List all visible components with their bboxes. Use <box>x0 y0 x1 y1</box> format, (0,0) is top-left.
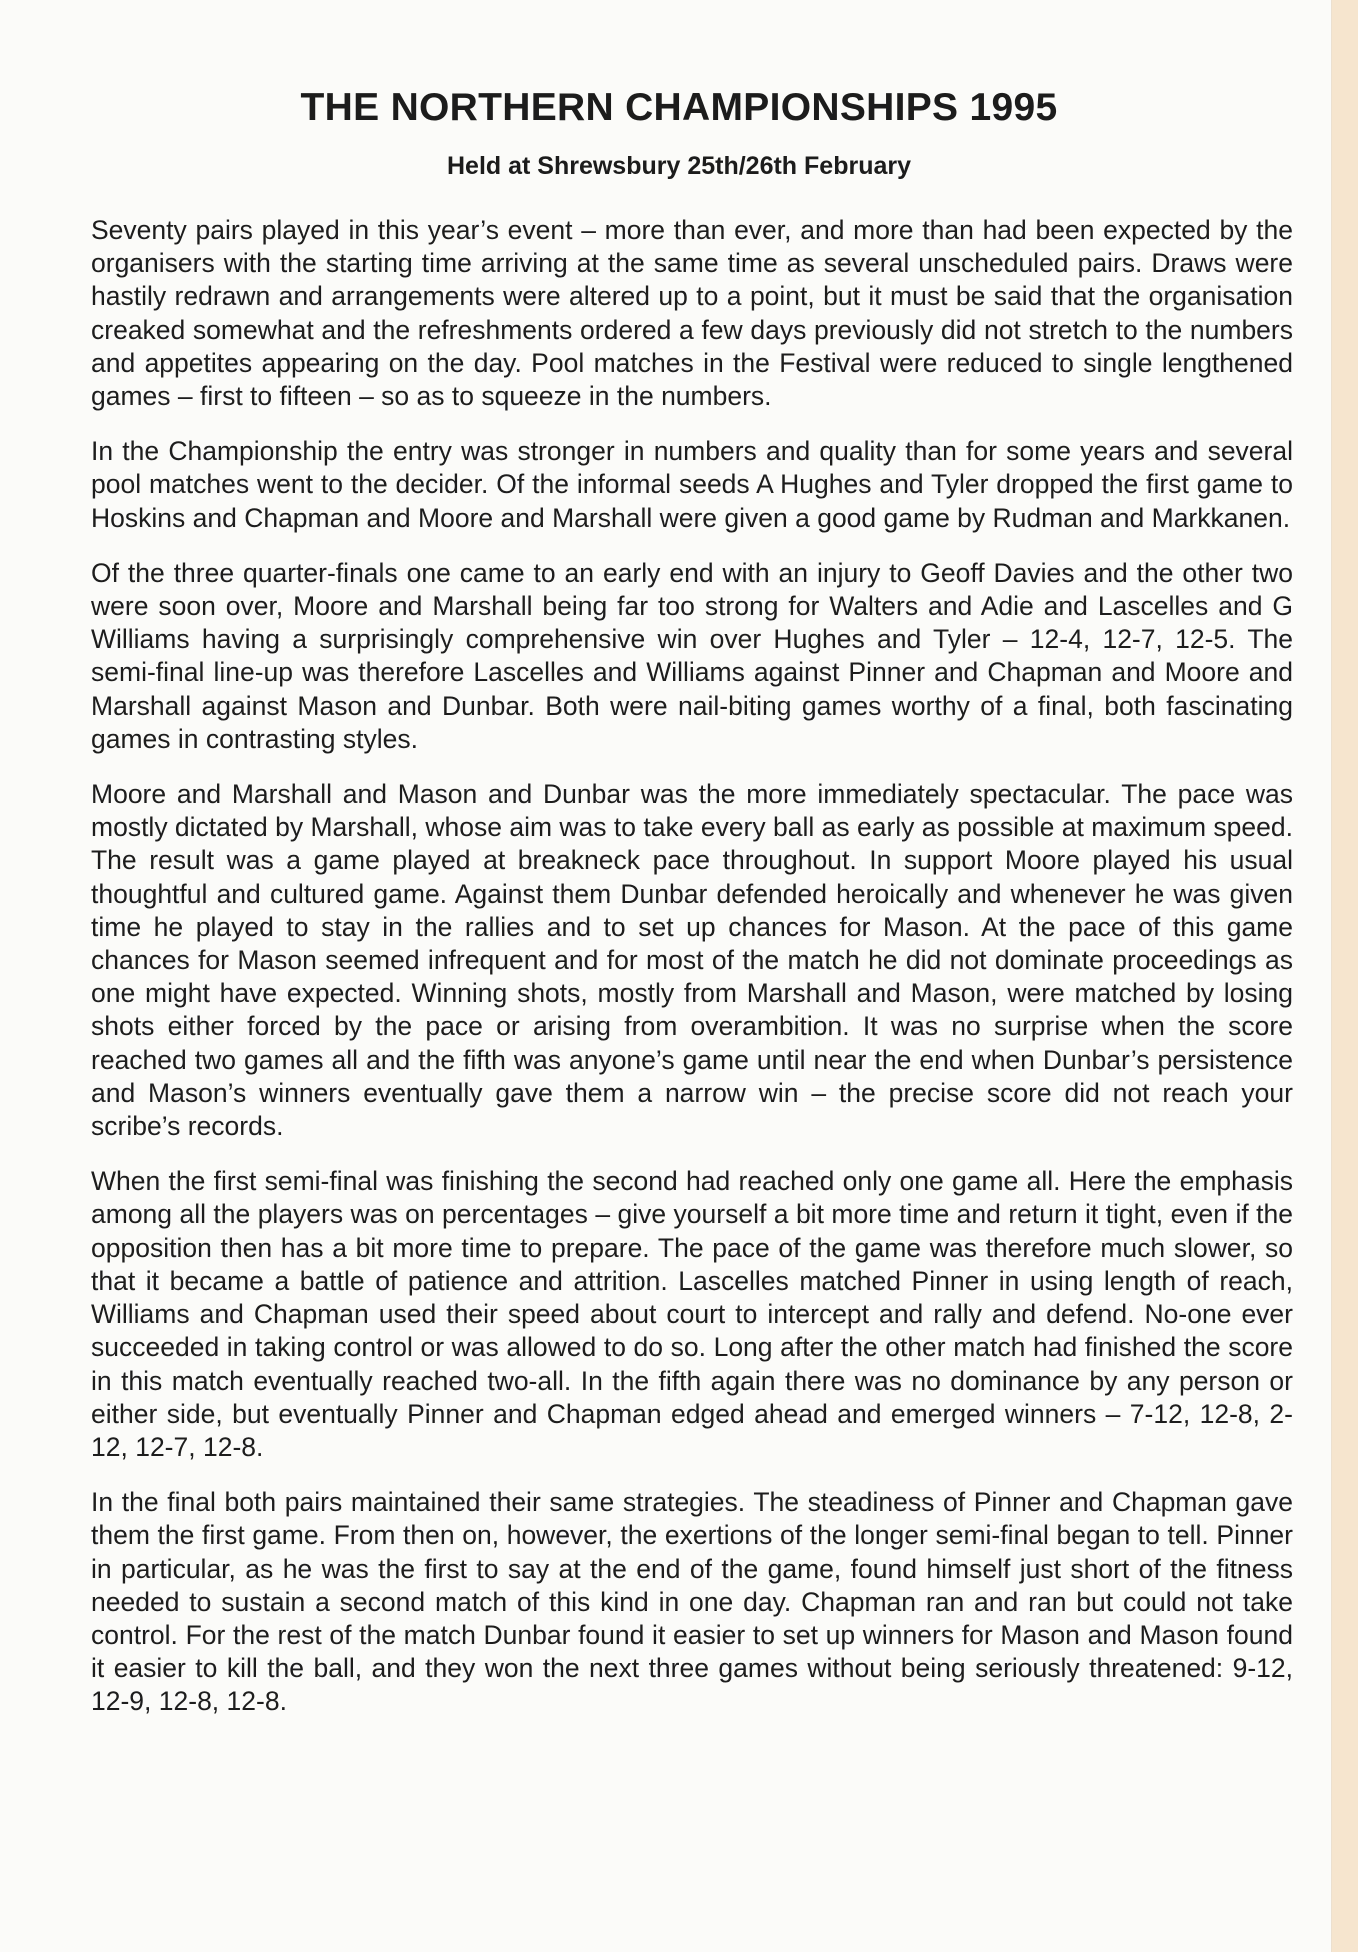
paragraph: In the Championship the entry was stronger in numbers and quality than for some years and several pool matches went to the decider. Of the informal seeds A Hughes and Tyler dropped the first game to Hoskins and Chapman and Moore and Marshall were given a good game by Rudman and Markkanen. <box>91 436 1293 533</box>
page-edge-strip <box>1331 0 1358 1952</box>
article-body <box>91 214 1293 1741</box>
paragraph: Of the three quarter-finals one came to an early end with an injury to Geoff Davies and the other two were soon over, Moore and Marshall being far too strong for Walters and Adie and Lascelles and G Williams having a surprisingly comprehensive win over Hughes and Tyler – 12-4, 12-7, 12-5. The semi-final line-up was therefore Lascelles and Williams against Pinner and Chapman and Moore and Marshall against Mason and Dunbar. Both were nail-biting games worthy of a final, both fascinating games in contrasting styles. <box>91 557 1293 754</box>
page-title: THE NORTHERN CHAMPIONSHIPS 1995 <box>300 86 1058 129</box>
paragraph: Seventy pairs played in this year’s event – more than ever, and more than had been expected by the organisers with the starting time arriving at the same time as several unscheduled pairs. Draws were hastily redrawn and arrangements were altered up to a point, but it must be said that the organisation creaked somewhat and the refreshments ordered a few days previously did not stretch to the numbers and appetites appearing on the day. Pool matches in the Festival were reduced to single lengthened games – first to fifteen – so as to squeeze in the numbers. <box>91 215 1293 412</box>
paragraph: When the first semi-final was finishing the second had reached only one game all. Here the emphasis among all the players was on percentages – give yourself a bit more time and return it tight, even if the opposition then has a bit more time to prepare. The pace of the game was therefore much slower, so that it became a battle of patience and attrition. Lascelles matched Pinner in using length of reach, Williams and Chapman used their speed about court to intercept and rally and defend. No-one ever succeeded in taking control or was allowed to do so. Long after the other match had finished the score in this match eventually reached two-all. In the fifth again there was no dominance by any person or either side, but eventually Pinner and Chapman edged ahead and emerged winners – 7-12, 12-8, 2-12, 12-7, 12-8. <box>91 1166 1293 1462</box>
paragraph: Moore and Marshall and Mason and Dunbar was the more immediately spectacular. The pace was mostly dictated by Marshall, whose aim was to take every ball as early as possible at maximum speed. The result was a game played at breakneck pace throughout. In support Moore played his usual thoughtful and cultured game. Against them Dunbar defended heroically and whenever he was given time he played to stay in the rallies and to set up chances for Mason. At the pace of this game chances for Mason seemed infrequent and for most of the match he did not dominate proceedings as one might have expected. Winning shots, mostly from Marshall and Mason, were matched by losing shots either forced by the pace or arising from overambition. It was no surprise when the score reached two games all and the fifth was anyone’s game until near the end when Dunbar’s persistence and Mason’s winners eventually gave them a narrow win – the precise score did not reach your scribe’s records. <box>91 779 1293 1142</box>
page-subtitle: Held at Shrewsbury 25th/26th February <box>446 152 912 180</box>
paragraph: In the final both pairs maintained their same strategies. The steadiness of Pinner and Chapman gave them the first game. From then on, however, the exertions of the longer semi-final began to tell. Pinner in particular, as he was the first to say at the end of the game, found himself just short of the fitness needed to sustain a second match of this kind in one day. Chapman ran and ran but could not take control. For the rest of the match Dunbar found it easier to set up winners for Mason and Mason found it easier to kill the ball, and they won the next three games without being seriously threatened: 9-12, 12-9, 12-8, 12-8. <box>91 1487 1293 1717</box>
